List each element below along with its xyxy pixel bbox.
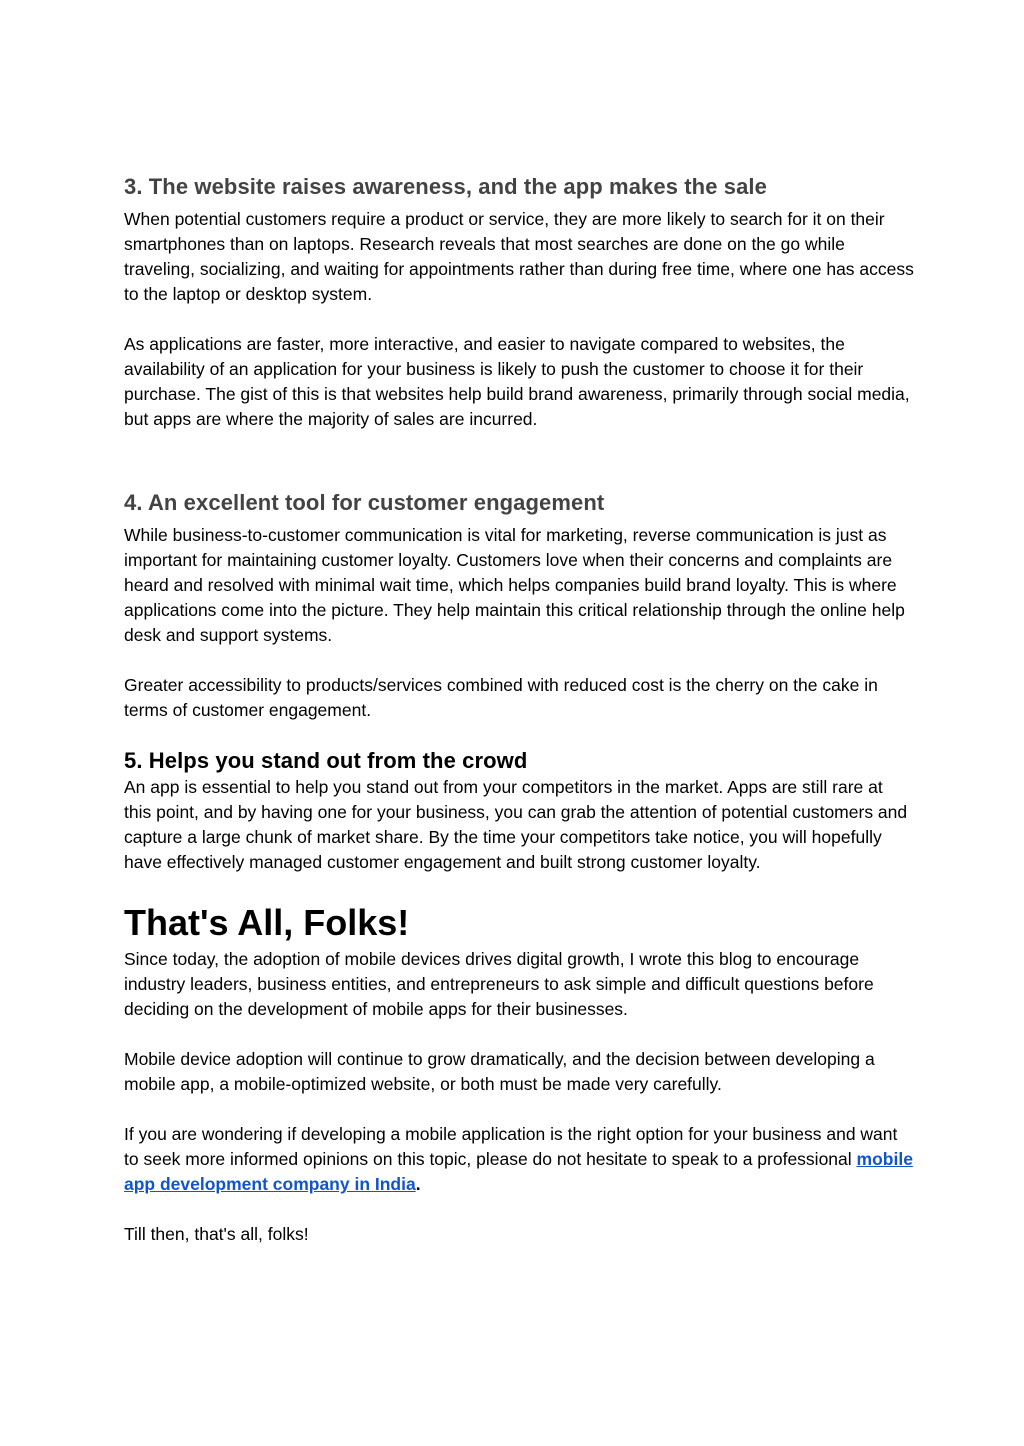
conclusion-paragraph-1: Since today, the adoption of mobile devices drives digital growth, I wrote this blog to encourage industry leaders, business entities, and entrepreneurs to ask simple and difficult questions before deciding on the development of mobile apps for their businesses. — [124, 949, 874, 1019]
conclusion-paragraph-2: Mobile device adoption will continue to grow dramatically, and the decision between developing a mobile app, a mobile-optimized website, or both must be made very carefully. — [124, 1049, 875, 1094]
mobile-app-development-link[interactable]: mobile app development company in India — [124, 1149, 913, 1194]
conclusion-paragraph-3 — [124, 1122, 914, 1197]
link-paragraph-text: If you are wondering if developing a mobile application is the right option for your business and want to seek more informed opinions on this topic, please do not hesitate to speak to a professional — [124, 1124, 898, 1169]
section-4-paragraph-2: Greater accessibility to products/services combined with reduced cost is the cherry on the cake in terms of customer engagement. — [124, 675, 878, 720]
section-4-heading: 4. An excellent tool for customer engagement — [124, 490, 605, 515]
section-3-paragraph-2: As applications are faster, more interactive, and easier to navigate compared to websites, the availability of an application for your business is likely to push the customer to choose it for their purchase. The gist of this is that websites help build brand awareness, primarily through social media, but apps are where the majority of sales are incurred. — [124, 334, 910, 429]
section-4-paragraph-1: While business-to-customer communication is vital for marketing, reverse communication is just as important for maintaining customer loyalty. Customers love when their concerns and complaints are heard and resolved with minimal wait time, which helps companies build brand loyalty. This is where applications come into the picture. They help maintain this critical relationship through the online help desk and support systems. — [124, 525, 905, 645]
section-5-paragraph-1: An app is essential to help you stand out from your competitors in the market. Apps are still rare at this point, and by having one for your business, you can grab the attention of potential customers and capture a large chunk of market share. By the time your competitors take notice, you will hopefully have effectively managed customer engagement and built strong customer loyalty. — [124, 777, 908, 872]
closing-line: Till then, that's all, folks! — [124, 1224, 309, 1244]
link-paragraph-period: . — [415, 1174, 421, 1194]
section-3-heading: 3. The website raises awareness, and the app makes the sale — [124, 174, 767, 199]
section-5-heading: 5. Helps you stand out from the crowd — [124, 748, 528, 773]
conclusion-heading: That's All, Folks! — [124, 902, 410, 943]
document-page — [124, 172, 914, 1247]
section-3-paragraph-1: When potential customers require a product or service, they are more likely to search for it on their smartphones than on laptops. Research reveals that most searches are done on the go while traveling, socializing, and waiting for appointments rather than during free time, where one has access to the laptop or desktop system. — [124, 209, 914, 304]
